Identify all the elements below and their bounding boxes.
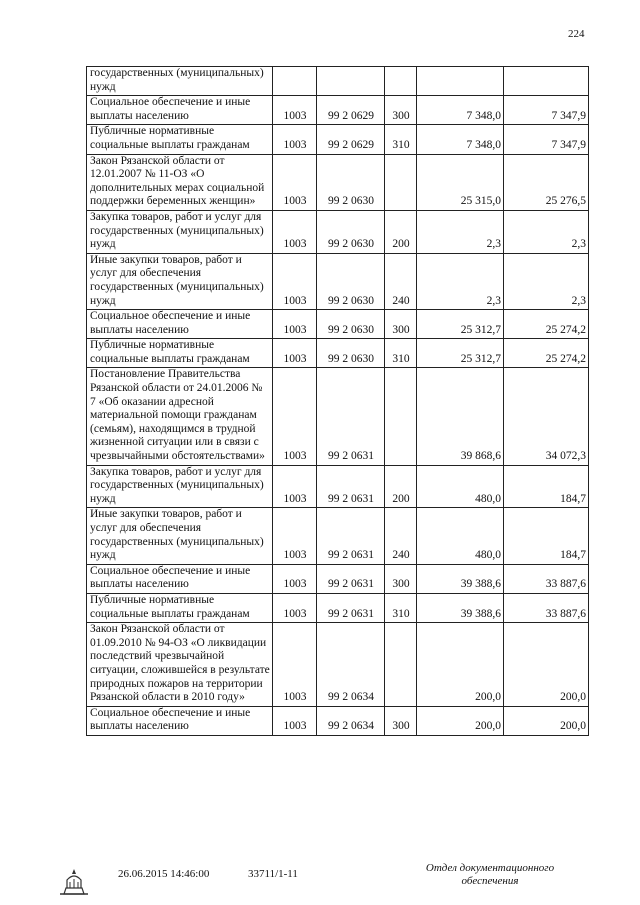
table-row	[87, 623, 589, 707]
table-row	[87, 310, 589, 339]
row-name-cell: Социальное обеспечение и иные выплаты населению	[87, 96, 273, 125]
row-section-cell: 1003	[273, 623, 317, 707]
row-expense-cell: 240	[385, 508, 417, 564]
row-target-cell: 99 2 0630	[317, 210, 385, 253]
row-section-cell: 1003	[273, 154, 317, 210]
table-row	[87, 706, 589, 735]
row-fact-cell: 25 274,2	[504, 310, 589, 339]
row-plan-cell: 480,0	[417, 465, 504, 508]
table-row	[87, 96, 589, 125]
row-expense-cell: 310	[385, 339, 417, 368]
row-section-cell: 1003	[273, 253, 317, 309]
row-fact-cell: 184,7	[504, 508, 589, 564]
row-section-cell: 1003	[273, 593, 317, 622]
row-expense-cell: 310	[385, 593, 417, 622]
row-fact-cell: 7 347,9	[504, 125, 589, 154]
table-row	[87, 154, 589, 210]
table-row	[87, 564, 589, 593]
row-name-cell: государственных (муниципальных) нужд	[87, 67, 273, 96]
row-section-cell: 1003	[273, 96, 317, 125]
row-fact-cell: 25 274,2	[504, 339, 589, 368]
row-expense-cell: 300	[385, 310, 417, 339]
row-expense-cell: 200	[385, 210, 417, 253]
row-name-cell: Иные закупки товаров, работ и услуг для обеспечения государственных (муниципальных) нужд	[87, 253, 273, 309]
row-section-cell: 1003	[273, 125, 317, 154]
row-plan-cell: 39 868,6	[417, 368, 504, 465]
row-plan-cell: 25 315,0	[417, 154, 504, 210]
table-row	[87, 210, 589, 253]
table-row	[87, 67, 589, 96]
row-expense-cell: 300	[385, 564, 417, 593]
table-row	[87, 593, 589, 622]
row-target-cell: 99 2 0631	[317, 508, 385, 564]
row-expense-cell: 200	[385, 465, 417, 508]
row-fact-cell: 7 347,9	[504, 96, 589, 125]
row-section-cell	[273, 67, 317, 96]
row-plan-cell: 39 388,6	[417, 593, 504, 622]
row-name-cell: Социальное обеспечение и иные выплаты населению	[87, 310, 273, 339]
budget-table-body	[87, 67, 589, 736]
row-fact-cell: 34 072,3	[504, 368, 589, 465]
print-timestamp: 26.06.2015 14:46:00	[118, 868, 210, 880]
row-section-cell: 1003	[273, 564, 317, 593]
table-row	[87, 465, 589, 508]
page-number: 224	[568, 28, 585, 40]
row-name-cell: Закон Рязанской области от 01.09.2010 № 94-ОЗ «О ликвидации последствий чрезвычайной ситуации, сложившейся в результате природных пожаров на территории Рязанской области в 2010 году»	[87, 623, 273, 707]
row-plan-cell: 39 388,6	[417, 564, 504, 593]
row-target-cell: 99 2 0634	[317, 706, 385, 735]
row-target-cell: 99 2 0630	[317, 253, 385, 309]
row-section-cell: 1003	[273, 706, 317, 735]
table-row	[87, 125, 589, 154]
row-expense-cell: 300	[385, 706, 417, 735]
table-row	[87, 508, 589, 564]
row-plan-cell: 2,3	[417, 253, 504, 309]
row-name-cell: Социальное обеспечение и иные выплаты населению	[87, 706, 273, 735]
row-expense-cell: 240	[385, 253, 417, 309]
row-fact-cell: 33 887,6	[504, 593, 589, 622]
row-target-cell: 99 2 0631	[317, 368, 385, 465]
row-target-cell: 99 2 0631	[317, 465, 385, 508]
row-section-cell: 1003	[273, 508, 317, 564]
row-section-cell: 1003	[273, 210, 317, 253]
row-expense-cell	[385, 623, 417, 707]
row-target-cell: 99 2 0629	[317, 125, 385, 154]
row-fact-cell: 33 887,6	[504, 564, 589, 593]
row-name-cell: Публичные нормативные социальные выплаты гражданам	[87, 339, 273, 368]
budget-table	[86, 66, 589, 736]
row-section-cell: 1003	[273, 465, 317, 508]
row-section-cell: 1003	[273, 368, 317, 465]
table-row	[87, 368, 589, 465]
row-plan-cell: 200,0	[417, 706, 504, 735]
row-name-cell: Постановление Правительства Рязанской области от 24.01.2006 № 7 «Об оказании адресной материальной помощи гражданам (семьям), находящимся в трудной жизненной ситуации или в связи с чрезвычайными обстоятельствами»	[87, 368, 273, 465]
row-plan-cell: 25 312,7	[417, 310, 504, 339]
row-target-cell: 99 2 0634	[317, 623, 385, 707]
row-expense-cell	[385, 154, 417, 210]
row-name-cell: Закупка товаров, работ и услуг для государственных (муниципальных) нужд	[87, 210, 273, 253]
row-expense-cell: 310	[385, 125, 417, 154]
row-target-cell: 99 2 0631	[317, 593, 385, 622]
row-fact-cell: 2,3	[504, 210, 589, 253]
document-code: 33711/1-11	[248, 868, 298, 880]
coat-of-arms-icon	[54, 866, 94, 896]
row-plan-cell: 480,0	[417, 508, 504, 564]
row-name-cell: Публичные нормативные социальные выплаты гражданам	[87, 593, 273, 622]
row-plan-cell: 7 348,0	[417, 96, 504, 125]
row-target-cell	[317, 67, 385, 96]
row-name-cell: Закупка товаров, работ и услуг для государственных (муниципальных) нужд	[87, 465, 273, 508]
row-plan-cell: 7 348,0	[417, 125, 504, 154]
row-target-cell: 99 2 0630	[317, 339, 385, 368]
row-expense-cell: 300	[385, 96, 417, 125]
row-fact-cell: 200,0	[504, 706, 589, 735]
row-fact-cell	[504, 67, 589, 96]
row-section-cell: 1003	[273, 310, 317, 339]
row-name-cell: Социальное обеспечение и иные выплаты населению	[87, 564, 273, 593]
row-fact-cell: 25 276,5	[504, 154, 589, 210]
footer	[0, 860, 640, 900]
row-plan-cell: 2,3	[417, 210, 504, 253]
row-fact-cell: 2,3	[504, 253, 589, 309]
row-name-cell: Публичные нормативные социальные выплаты гражданам	[87, 125, 273, 154]
row-expense-cell	[385, 67, 417, 96]
row-target-cell: 99 2 0631	[317, 564, 385, 593]
row-expense-cell	[385, 368, 417, 465]
row-fact-cell: 200,0	[504, 623, 589, 707]
row-name-cell: Иные закупки товаров, работ и услуг для обеспечения государственных (муниципальных) нужд	[87, 508, 273, 564]
row-target-cell: 99 2 0629	[317, 96, 385, 125]
row-section-cell: 1003	[273, 339, 317, 368]
table-row	[87, 253, 589, 309]
row-target-cell: 99 2 0630	[317, 154, 385, 210]
row-fact-cell: 184,7	[504, 465, 589, 508]
row-plan-cell: 200,0	[417, 623, 504, 707]
table-row	[87, 339, 589, 368]
row-plan-cell: 25 312,7	[417, 339, 504, 368]
row-target-cell: 99 2 0630	[317, 310, 385, 339]
row-name-cell: Закон Рязанской области от 12.01.2007 № 11-ОЗ «О дополнительных мерах социальной поддержки беременных женщин»	[87, 154, 273, 210]
department-stamp: Отдел документационного обеспечения	[425, 862, 555, 887]
row-plan-cell	[417, 67, 504, 96]
